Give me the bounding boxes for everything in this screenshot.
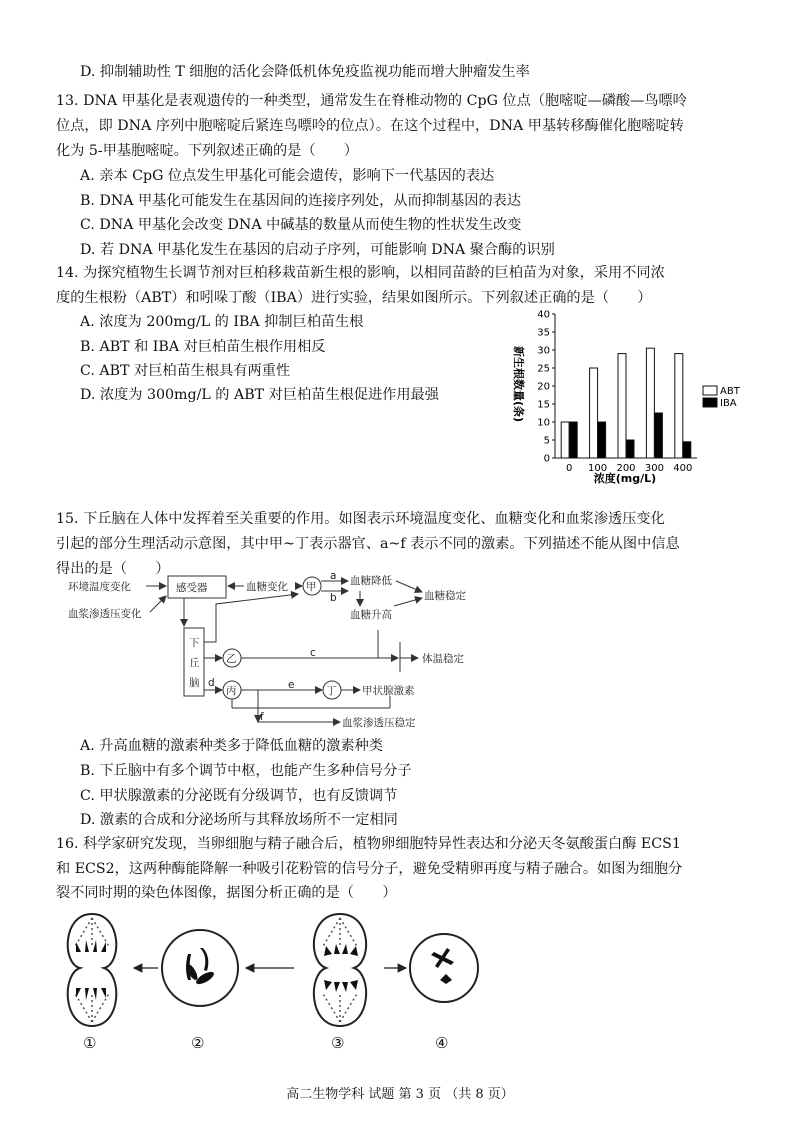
q16-stem-3: 裂不同时期的染色体图像，据图分析正确的是（ ）: [56, 885, 397, 901]
hormone-c-label: c: [310, 647, 316, 659]
cell-2-label: ②: [191, 1034, 205, 1052]
chart-y-tick-label: 15: [537, 399, 550, 411]
env-temp-label: 环境温度变化: [68, 581, 131, 593]
chart-legend-swatch: [703, 398, 717, 407]
chart-bar-iba: [626, 440, 634, 458]
q14-option-c: C. ABT 对巨柏苗生根具有两重性: [80, 363, 291, 379]
receptor-label: 感受器: [176, 582, 208, 594]
chart-y-tick-label: 0: [543, 453, 550, 465]
cell-1-figure: [68, 914, 117, 1026]
q15-option-d: D. 激素的合成和分泌场所与其释放场所不一定相同: [80, 812, 398, 828]
chart-y-tick-label: 20: [537, 381, 550, 393]
q13-option-a: A. 亲本 CpG 位点发生甲基化可能会遗传，影响下一代基因的表达: [80, 168, 495, 184]
blood-sugar-change-label: 血糖变化: [246, 581, 288, 593]
hypothalamus-regulation-diagram: [60, 572, 520, 734]
cell-4-figure: [410, 934, 478, 1002]
chart-x-axis-label: 浓度(mg/L): [593, 472, 657, 485]
chart-legend-label: IBA: [720, 398, 737, 409]
chart-y-tick-label: 5: [543, 435, 550, 447]
chart-x-tick-label: 100: [588, 463, 608, 474]
organ-jia-label: 甲: [306, 581, 317, 593]
page-footer: 高二生物学科 试题 第 3 页 （共 8 页）: [286, 1087, 514, 1102]
organ-bing-label: 丙: [226, 685, 237, 697]
cell-1-label: ①: [83, 1034, 97, 1052]
q13-option-d: D. 若 DNA 甲基化发生在基因的启动子序列，可能影响 DNA 聚合酶的识别: [80, 242, 555, 258]
chart-bar-iba: [598, 422, 606, 458]
q15-option-b: B. 下丘脑中有多个调节中枢，也能产生多种信号分子: [80, 763, 412, 779]
chart-legend-label: ABT: [720, 386, 740, 397]
cell-2-figure: [162, 930, 238, 1006]
q14-stem-2: 度的生根粉（ABT）和吲哚丁酸（IBA）进行实验，结果如图所示。下列叙述正确的是（ ）: [56, 290, 652, 306]
thyroid-hormone-label: 甲状腺激素: [362, 685, 415, 697]
q15-option-c: C. 甲状腺激素的分泌既有分级调节，也有反馈调节: [80, 788, 398, 804]
cell-4-label: ④: [435, 1034, 449, 1052]
chart-bar-abt: [590, 368, 598, 458]
chart-bar-iba: [683, 442, 691, 458]
hormone-b-label: b: [330, 592, 337, 604]
q12-option-d: D. 抑制辅助性 T 细胞的活化会降低机体免疫监视功能而增大肿瘤发生率: [80, 64, 530, 80]
hypothalamus-char-2: 丘: [189, 657, 200, 669]
chart-y-tick-label: 40: [537, 309, 550, 321]
chart-legend-swatch: [703, 386, 717, 395]
chart-bar-abt: [675, 354, 683, 458]
cell-division-figure: [50, 902, 480, 1052]
q16-stem-1: 16. 科学家研究发现，当卵细胞与精子融合后，植物卵细胞特异性表达和分泌天冬氨酸蛋白酶 ECS1: [56, 836, 681, 852]
q15-stem-3: 得出的是（ ）: [56, 561, 170, 577]
q14-option-a: A. 浓度为 200mg/L 的 IBA 抑制巨柏苗生根: [80, 314, 364, 330]
chart-x-tick-label: 300: [644, 463, 664, 474]
q14-option-d: D. 浓度为 300mg/L 的 ABT 对巨柏苗生根促进作用最强: [80, 387, 439, 403]
concentration-bar-chart: [505, 308, 755, 488]
hypothalamus-char-3: 脑: [189, 677, 200, 689]
q15-option-a: A. 升高血糖的激素种类多于降低血糖的激素种类: [80, 738, 384, 754]
hormone-d-label: d: [208, 677, 215, 689]
chart-y-tick-label: 10: [537, 417, 550, 429]
q14-stem-1: 14. 为探究植物生长调节剂对巨柏移栽苗新生根的影响，以相同苗龄的巨柏苗为对象，采用不同浓: [56, 265, 665, 281]
chart-bar-abt: [561, 422, 569, 458]
q13-stem-3: 化为 5-甲基胞嘧啶。下列叙述正确的是（ ）: [56, 143, 359, 159]
chart-y-tick-label: 35: [537, 327, 550, 339]
temp-stable-label: 体温稳定: [422, 653, 464, 665]
q16-stem-2: 和 ECS2，这两种酶能降解一种吸引花粉管的信号分子，避免受精卵再度与精子融合。如图为细胞分: [56, 861, 683, 877]
chart-x-tick-label: 200: [616, 463, 636, 474]
chart-bar-abt: [646, 348, 654, 458]
q15-stem-1: 15. 下丘脑在人体中发挥着至关重要的作用。如图表示环境温度变化、血糖变化和血浆渗透压变化: [56, 511, 665, 527]
hormone-e-label: e: [288, 679, 295, 691]
plasma-osm-label: 血浆渗透压变化: [68, 608, 142, 620]
chart-x-tick-label: 0: [566, 463, 573, 474]
organ-ding-label: 丁: [326, 685, 337, 697]
bs-down-label: 血糖降低: [350, 575, 392, 587]
q15-stem-2: 引起的部分生理活动示意图，其中甲~丁表示器官、a~f 表示不同的激素。下列描述不能从图中信息: [56, 536, 680, 552]
chart-x-tick-label: 400: [673, 463, 693, 474]
chart-y-tick-label: 25: [537, 363, 550, 375]
q13-option-c: C. DNA 甲基化会改变 DNA 中碱基的数量从而使生物的性状发生改变: [80, 217, 522, 233]
chart-y-tick-label: 30: [537, 345, 550, 357]
chart-bar-iba: [569, 422, 577, 458]
cell-3-figure: [314, 914, 366, 1026]
chart-y-axis-label: 新生根数量(条): [512, 346, 525, 423]
bs-stable-label: 血糖稳定: [424, 590, 466, 602]
q14-option-b: B. ABT 和 IBA 对巨柏苗生根作用相反: [80, 339, 326, 355]
hypothalamus-char-1: 下: [189, 637, 200, 649]
chart-bar-abt: [618, 354, 626, 458]
hormone-a-label: a: [330, 572, 337, 582]
q13-stem-1: 13. DNA 甲基化是表观遗传的一种类型，通常发生在脊椎动物的 CpG 位点（胞嘧啶—磷酸—鸟嘌呤: [56, 93, 687, 109]
q13-option-b: B. DNA 甲基化可能发生在基因间的连接序列处，从而抑制基因的表达: [80, 193, 522, 209]
bs-up-label: 血糖升高: [350, 609, 392, 621]
hormone-f-label: f: [260, 711, 264, 723]
osm-stable-label: 血浆渗透压稳定: [342, 717, 416, 729]
chart-bar-iba: [654, 413, 662, 458]
q13-stem-2: 位点，即 DNA 序列中胞嘧啶后紧连鸟嘌呤的位点）。在这个过程中，DNA 甲基转移酶催化胞嘧啶转: [56, 118, 684, 134]
cell-3-label: ③: [331, 1034, 345, 1052]
organ-yi-label: 乙: [226, 653, 237, 665]
